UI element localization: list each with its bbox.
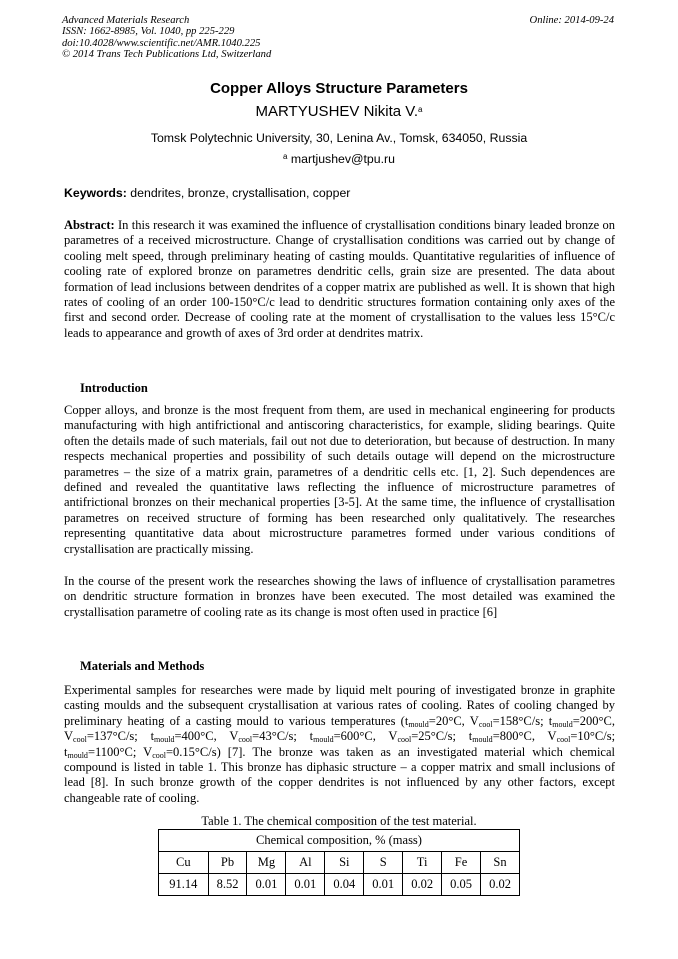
- table-cell: 91.14: [159, 874, 209, 896]
- sub-cool: cool: [73, 735, 87, 745]
- sub-cool: cool: [238, 735, 253, 745]
- methods-text-v9: =800°C, V: [492, 729, 557, 744]
- abstract-text: In this research it was examined the influence of crystallisation conditions binary leaded bronze on parametres of a received microstructure. Change of crystallisation conditions was carried out by change of cooling melt speed, through preliminary heating of casting moulds. Quantitative regularities of influence of cooling rate of explored bronze on parametres dendritic cells, grain size are presented. The data about formation of lead inclusions between dendrites of a copper matrix are published as well. It is shown that high rates of cooling of an order 100-150°C/c lead to dendritic structures formation containing only axes of the first and second order. Decrease of cooling rate at the moment of crystallisation to the values less 15°C/c leads to appearance and growth of axes of 3rd order at dendrites matrix.: [64, 218, 616, 340]
- keywords-text: dendrites, bronze, crystallisation, copper: [130, 186, 351, 200]
- column-header: Si: [325, 852, 364, 874]
- methods-text-v3: =200°C, V: [64, 713, 615, 744]
- keywords-label: Keywords:: [64, 186, 127, 200]
- author-line: [0, 103, 678, 120]
- sub-mould: mould: [552, 719, 573, 729]
- methods-text-v6: =43°C/s; t: [252, 729, 314, 744]
- table-row: [159, 874, 520, 896]
- methods-text-a: Experimental samples for researches were made by liquid melt pouring of investigated bronze in graphite casting moulds and the subsequent crystallisation at various rates of cooling. Rates of cooling changed by preliminary heating of a casting mould to various temperatures (t: [64, 683, 615, 728]
- methods-text-v5: =400°C, V: [174, 729, 239, 744]
- author-name: MARTYUSHEV Nikita V.: [255, 103, 419, 120]
- column-header: Fe: [442, 852, 481, 874]
- email-line: [0, 152, 678, 166]
- email-address: martjushev@tpu.ru: [290, 152, 395, 166]
- sub-mould: mould: [154, 735, 175, 745]
- column-header: Al: [286, 852, 325, 874]
- chemical-composition-table: [158, 829, 520, 896]
- email-superscript: a: [283, 152, 288, 161]
- paper-title: Copper Alloys Structure Parameters: [210, 80, 468, 97]
- methods-text-v11: =1100°C; V: [87, 744, 153, 759]
- table-cell: 0.01: [247, 874, 286, 896]
- abstract: [64, 218, 615, 341]
- table-caption: Table 1. The chemical composition of the test material.: [201, 814, 477, 828]
- methods-heading: Materials and Methods: [80, 659, 205, 673]
- table-cell: 8.52: [208, 874, 247, 896]
- column-header: Mg: [247, 852, 286, 874]
- issn-line: ISSN: 1662-8985, Vol. 1040, pp 225-229: [62, 26, 235, 38]
- column-header: Sn: [481, 852, 520, 874]
- methods-paragraph: [64, 683, 615, 806]
- methods-text-v2: =158°C/s; t: [492, 713, 553, 728]
- column-header: S: [364, 852, 403, 874]
- methods-text-v8: =25°C/s; t: [411, 729, 473, 744]
- abstract-label: Abstract:: [64, 218, 115, 232]
- sub-mould: mould: [313, 735, 334, 745]
- table-header-row: [159, 830, 520, 852]
- methods-text-v7: =600°C, V: [333, 729, 398, 744]
- sub-mould: mould: [408, 719, 429, 729]
- column-header: Pb: [208, 852, 247, 874]
- table-cell: 0.02: [481, 874, 520, 896]
- sub-cool: cool: [397, 735, 412, 745]
- column-header: Ti: [403, 852, 442, 874]
- column-header: Cu: [159, 852, 209, 874]
- table-cell: 0.05: [442, 874, 481, 896]
- table-cell: 0.02: [403, 874, 442, 896]
- sub-mould: mould: [67, 750, 88, 760]
- sub-cool: cool: [152, 750, 166, 760]
- table-cell: 0.01: [364, 874, 403, 896]
- methods-text-v1: =20°C, V: [428, 713, 479, 728]
- sub-cool: cool: [478, 719, 493, 729]
- copyright-line: © 2014 Trans Tech Publications Ltd, Switzerland: [62, 48, 272, 60]
- online-date: Online: 2014-09-24: [529, 15, 614, 26]
- introduction-paragraph-2: In the course of the present work the researches showing the laws of influence of crystallisation parametres on dendritic structure formation in bronzes have been executed. The most detailed was examined the crystallisation parametre of cooling rate as its change is most often used in practice [6]: [64, 574, 615, 619]
- affiliation: Tomsk Polytechnic University, 30, Lenina Av., Tomsk, 634050, Russia: [150, 131, 528, 145]
- sub-mould: mould: [472, 735, 493, 745]
- methods-text-v4: =137°C/s; t: [86, 729, 155, 744]
- journal-name: Advanced Materials Research: [62, 15, 190, 26]
- author-superscript: a: [418, 105, 423, 114]
- sub-cool: cool: [556, 735, 571, 745]
- introduction-heading: Introduction: [80, 381, 148, 395]
- table-header: Chemical composition, % (mass): [159, 830, 520, 852]
- introduction-paragraph-1: Copper alloys, and bronze is the most frequent from them, are used in mechanical engineering for products manufacturing with high antifrictional and antiscoring characteristics, for example, sliding bearings. Quite often the details made of such materials, fail out not due to deterioration, but because of destruction. In many respects mechanical properties and possibility of such details outage will depend on the microstructure parametres – the size of a matrix grain, parametres of a dendritic cells etc. [1, 2]. Such dependences are defined and revealed the quantitative laws reflecting the influence of microstructure parametres of antifrictional bronzes on their mechanical properties [3-5]. At the same time, the influence of crystallisation parametres on received structure of forming has been researched only qualitatively. The researches representing quantitative data about microstructure parametres formed under various conditions of crystallisation are practically missing.: [64, 403, 615, 556]
- doi-line: doi:10.4028/www.scientific.net/AMR.1040.225: [62, 37, 261, 49]
- table-column-row: [159, 852, 520, 874]
- keywords-line: [64, 186, 350, 200]
- methods-text-b: =0.15°C/s) [7]. The bronze was taken as an investigated material which chemical compound is listed in table 1. This bronze has diphasic structure – a copper matrix and small inclusions of lead [8]. In such bronze growth of the copper dendrites is not influenced by any other factors, except changeable rate of cooling.: [64, 744, 616, 805]
- methods-text-v10: =10°C/s; t: [64, 729, 616, 759]
- table-cell: 0.04: [325, 874, 364, 896]
- journal-header: [62, 15, 271, 60]
- table-cell: 0.01: [286, 874, 325, 896]
